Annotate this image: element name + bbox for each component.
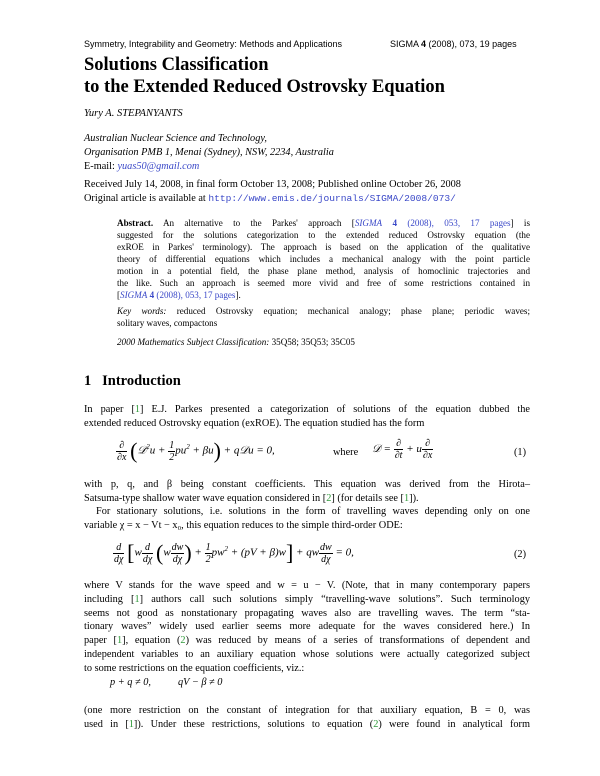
- ref-link[interactable]: 1: [134, 593, 140, 605]
- abstract-line: [SIGMA 4 (2008), 053, 17 pages].: [117, 290, 241, 300]
- keywords: Key words: reduced Ostrovsky equation; mechanical analogy; phase plane; periodic waves; solitary waves, compactons: [117, 306, 530, 328]
- author-name: Yury A. STEPANYANTS: [84, 108, 183, 119]
- msc-label: 2000 Mathematics Subject Classification:: [117, 337, 270, 347]
- abstract: [117, 217, 530, 301]
- paragraph-3: For stationary solutions, i.e. solutions in the form of travelling waves depending only on one variable χ = x − Vt − x₀, this equation reduces to the simple third-order ODE:: [84, 506, 530, 531]
- abstract-line: suggested for the solutions categorization to the extended reduced Ostrovsky equation (the: [117, 230, 530, 240]
- paragraph-5: (one more restriction on the constant of integration for that auxiliary equation, B = 0, was used in [1]). Under these restrictions, solutions to equation (2) were found in analytical form: [84, 705, 530, 730]
- ref-link[interactable]: 1: [128, 718, 134, 730]
- original-url-link[interactable]: http://www.emis.de/journals/SIGMA/2008/073/: [208, 193, 456, 204]
- abstract-line: the like. Such an approach is seemed more vivid and free of some restrictions contained in: [117, 278, 530, 288]
- equation-2-number: (2): [514, 549, 527, 560]
- equation-2: $\frac{d}{d\chi}$ [w $\frac{d}{d\chi}$ (w $\frac{dw}{d\chi}$ ) + $\frac{1}{2}$ $pw^2 + (pV + \beta)w$] + qw $\frac{dw}{d\chi}$ = 0,: [114, 540, 354, 565]
- abstract-line: theory of differential equations which includes a mechanical analogy with the point particle: [117, 254, 530, 264]
- equation-1-number: (1): [514, 447, 527, 458]
- equation-1: $\frac{\partial}{\partial x}$ (𝒟$^2$u + $\frac{1}{2}$ $pu^2 + \beta u$) + q𝒟u = 0,: [117, 438, 275, 463]
- keywords-label: Key words:: [117, 306, 167, 316]
- affiliation-line1: Australian Nuclear Science and Technology,: [84, 133, 267, 144]
- ref-link[interactable]: 1: [116, 635, 123, 647]
- original-label: Original article is available at: [84, 193, 206, 204]
- condition-2: qV − β ≠ 0: [178, 677, 223, 688]
- email-label: E-mail:: [84, 161, 115, 172]
- ref-link[interactable]: 1: [403, 492, 410, 504]
- abstract-line: exROE in Parkes' terminology). The approach is based on the application of the qualitative: [117, 242, 530, 252]
- section-title: Introduction: [102, 373, 181, 389]
- issue-header: SIGMA 4 (2008), 073, 19 pages: [390, 39, 517, 49]
- paragraph-4: where V stands for the wave speed and w = u − V. (Note, that in many contemporary papers including [1] authors call such solutions simply “travelling-wave solutions”. Such terminology seems not good as nonstationary propagating waves also are travelling waves. The term “sta- tionary waves” widely used earlier seems more adequate for the waves considered here.) In paper [1], equation (2) was reduced by means of a series of transformations of dependent and independent variables to an auxiliary equation whose solutions were actually categorized subject to some restrictions on the equation coefficients, viz.:: [84, 580, 530, 674]
- paper-title-line2: to the Extended Reduced Ostrovsky Equation: [84, 77, 445, 97]
- eq-ref-link[interactable]: 2: [373, 718, 379, 730]
- abstract-line: motion in a potential field, the phase plane method, analysis of homoclinic trajectories and: [117, 266, 530, 276]
- received-dates: Received July 14, 2008, in final form October 13, 2008; Published online October 26, 2008: [84, 179, 461, 190]
- email-link[interactable]: yuas50@gmail.com: [117, 161, 200, 172]
- section-heading: [84, 373, 181, 390]
- paper-title-line1: Solutions Classification: [84, 55, 269, 75]
- eq-ref-link[interactable]: 2: [180, 635, 186, 647]
- original-article-line: [84, 193, 456, 204]
- paragraph-1: In paper [1] E.J. Parkes presented a categorization of solutions of the equation dubbed the extended reduced Ostrovsky equation (exROE). The equation studied has the form: [84, 404, 530, 429]
- section-number: 1: [84, 373, 92, 389]
- ref-link[interactable]: 1: [134, 404, 141, 415]
- abstract-label: Abstract.: [117, 218, 154, 228]
- affiliation-line2: Organisation PMB 1, Menai (Sydney), NSW, 2234, Australia: [84, 147, 334, 158]
- equation-1-operator: 𝒟 = $\frac{\partial}{\partial t}$ + u $\frac{\partial}{\partial x}$: [372, 438, 433, 461]
- msc-classification: 2000 Mathematics Subject Classification: 35Q58; 35Q53; 35C05: [117, 337, 355, 347]
- condition-1: p + q ≠ 0,: [110, 677, 151, 688]
- abstract-line: Abstract. An alternative to the Parkes' approach [SIGMA 4 (2008), 053, 17 pages] is: [117, 218, 531, 228]
- email-line: [84, 161, 199, 172]
- paragraph-2: with p, q, and β being constant coefficients. This equation was derived from the Hirota– Satsuma-type shallow water wave equation considered in [2] (for details see [1]).: [84, 479, 530, 504]
- abstract-cite-link[interactable]: SIGMA 4 (2008), 053, 17 pages: [354, 218, 511, 228]
- journal-header: Symmetry, Integrability and Geometry: Methods and Applications: [84, 39, 342, 49]
- ref-link[interactable]: 2: [326, 492, 332, 504]
- eq1-where: where: [333, 447, 359, 458]
- abstract-cite-link-2[interactable]: SIGMA 4 (2008), 053, 17 pages: [120, 290, 236, 300]
